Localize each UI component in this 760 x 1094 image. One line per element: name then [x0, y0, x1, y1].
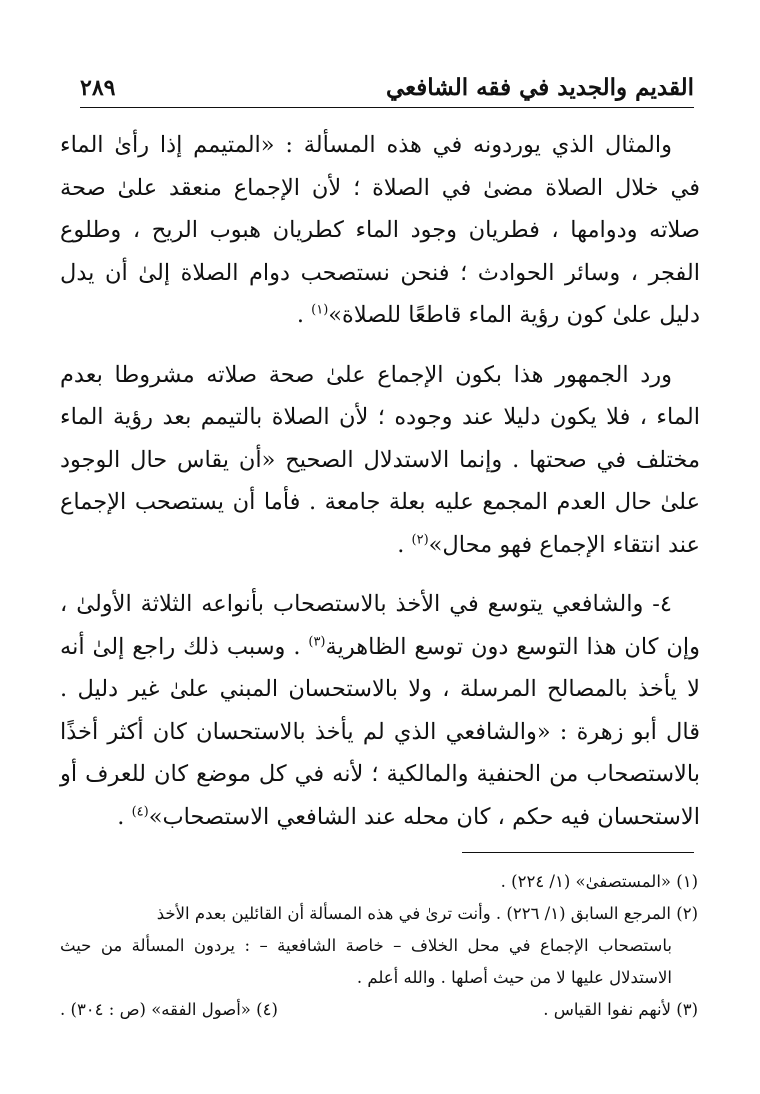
footnote-2-continuation: باستصحاب الإجماع في محل الخلاف – خاصة الشافعية – : يردون المسألة من حيث الاستدلال عليها لا من حيث أصلها . والله أعلم .	[60, 936, 672, 987]
footnote-4: (٤) «أصول الفقه» (ص : ٣٠٤) .	[60, 1000, 278, 1019]
paragraph-2-text: ورد الجمهور هذا بكون الإجماع علىٰ صحة صلاته مشروطا بعدم الماء ، فلا يكون دليلا عند وجوده ؛ لأن الصلاة بالتيمم بعد رؤية الماء مختلف في صحتها . وإنما الاستدلال الصحيح «أن يقاس حال الوجود علىٰ حال العدم المجمع عليه بعلة جامعة . فأما أن يستصحب الإجماع عند انتقاء الإجماع فهو محال»	[60, 361, 700, 558]
paragraph-1-tail: .	[296, 302, 312, 328]
main-text	[60, 124, 700, 855]
page-number: ٢٨٩	[80, 75, 116, 101]
footnote-2-first-line: (٢) المرجع السابق (١/ ٢٢٦) . وأنت ترىٰ في هذه المسألة أن القائلين بعدم الأخذ	[156, 904, 698, 923]
paragraph-3	[60, 583, 700, 838]
paragraph-3-text-a: ٤- والشافعي يتوسع في الأخذ بالاستصحاب بأنواعه الثلاثة الأولىٰ ، وإن كان هذا التوسع دون توسع الظاهرية	[60, 591, 700, 660]
paragraph-1	[60, 124, 700, 337]
footnote-row-3-4	[60, 994, 698, 1026]
footnote-2	[60, 898, 698, 994]
footnote-ref-3: (٣)	[308, 634, 326, 649]
footnotes	[60, 866, 698, 1026]
paragraph-3-text-b: . وسبب ذلك راجع إلىٰ أنه لا يأخذ بالمصالح المرسلة ، ولا بالاستحسان المبني علىٰ غير دليل . قال أبو زهرة : «والشافعي الذي لم يأخذ بالاستحسان كان أكثر أخذًا بالاستصحاب من الحنفية والمالكية ؛ لأنه في كل موضع كان للعرف أو الاستحسان فيه حكم ، كان محله عند الشافعي الاستصحاب»	[60, 633, 700, 830]
paragraph-1-text: والمثال الذي يوردونه في هذه المسألة : «المتيمم إذا رأىٰ الماء في خلال الصلاة مضىٰ في الصلاة ؛ لأن الإجماع منعقد علىٰ صحة صلاته ودوامها ، فطريان وجود الماء كطريان هبوب الريح ، وطلوع الفجر ، وسائر الحوادث ؛ فنحن نستصحب دوام الصلاة إلىٰ أن يدل دليل علىٰ كون رؤية الماء قاطعًا للصلاة»	[60, 132, 700, 328]
footnote-1: (١) «المستصفىٰ» (١/ ٢٢٤) .	[500, 872, 698, 891]
paragraph-2-tail: .	[397, 531, 412, 558]
footnote-ref-2: (٢)	[411, 532, 429, 547]
paragraph-2	[60, 354, 700, 567]
footnote-ref-4: (٤)	[131, 804, 149, 819]
footnote-separator	[462, 852, 694, 853]
footnote-3: (٣) لأنهم نفوا القياس .	[543, 1000, 698, 1019]
running-title: القديم والجديد في فقه الشافعي	[385, 74, 694, 101]
paragraph-3-tail: .	[117, 803, 132, 830]
footnote-ref-1: (١)	[311, 302, 329, 318]
running-header	[80, 58, 694, 108]
